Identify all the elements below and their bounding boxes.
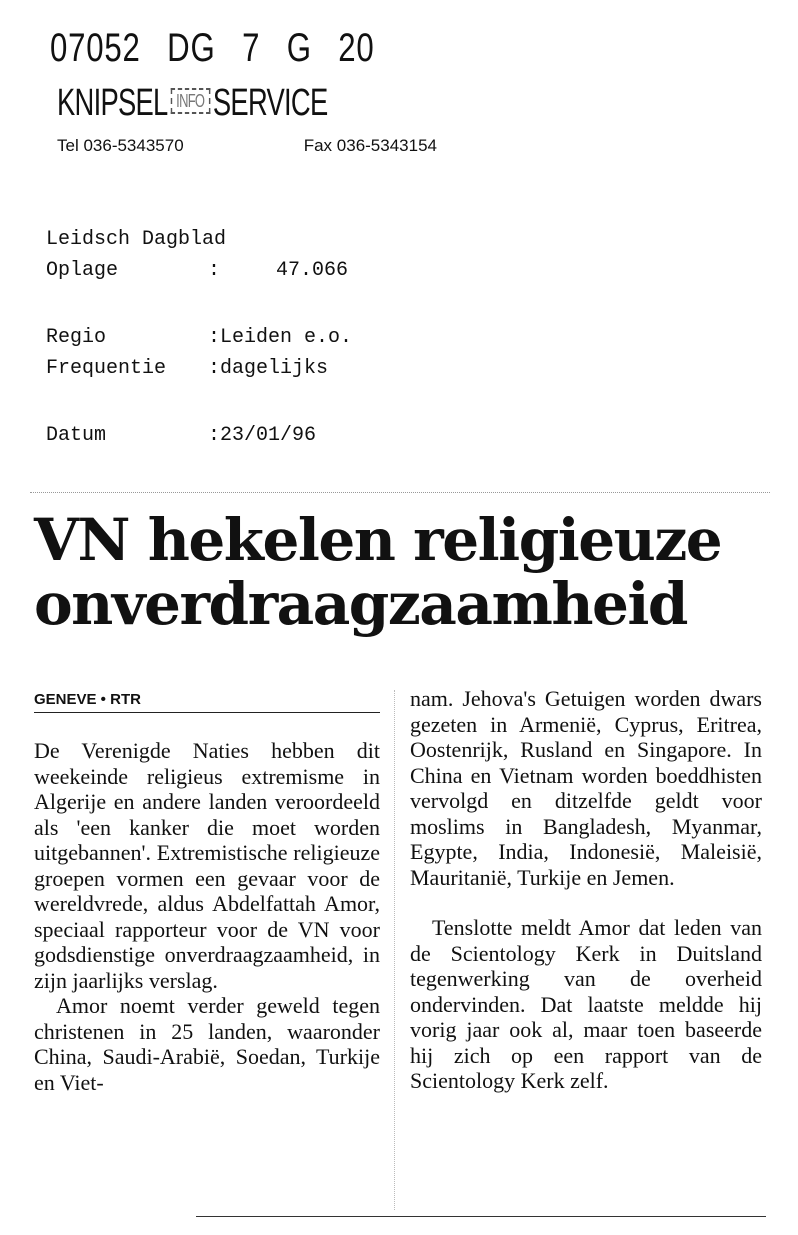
code-count: 20 — [338, 26, 375, 70]
article-column-left — [34, 738, 380, 1095]
paragraph-1: De Verenigde Naties hebben dit weekeinde religieus extremisme in Algerije en andere landen veroordeeld als 'een kanker die moet worden uitgebannen'. Extremistische religieuze groepen vormen een gevaar voor de wereldvrede, aldus Abdelfattah Amor, speciaal rapporteur voor de VN voor godsdienstige onverdraagzaamheid, in zijn jaarlijks verslag. — [34, 738, 380, 993]
dateline: GENEVE • RTR — [34, 691, 380, 713]
colon: : — [208, 357, 221, 380]
service-logo — [57, 84, 327, 122]
bottom-rule — [196, 1216, 766, 1217]
oplage-row — [46, 255, 406, 286]
colon: : — [208, 424, 221, 447]
frequentie-label: Frequentie — [46, 357, 167, 380]
code-page: 7 — [242, 26, 261, 70]
code-number: 07052 — [50, 26, 141, 70]
colon: : — [208, 326, 221, 349]
column-divider — [394, 690, 395, 1210]
fax-number: Fax 036-5343154 — [303, 136, 437, 155]
colon: : — [208, 259, 221, 282]
frequentie-row — [46, 353, 406, 384]
code-letter: G — [286, 26, 312, 70]
contact-line — [57, 136, 437, 156]
service-right: SERVICE — [212, 82, 328, 124]
regio-row — [46, 322, 406, 353]
oplage-value: 47.066 — [276, 259, 349, 282]
paragraph-2-continued: nam. Jehova's Getuigen worden dwars gezeten in Armenië, Cyprus, Eritrea, Oostenrijk, Rusland en Singapore. In China en Vietnam worden boeddhisten vervolgd en ditzelfde geldt voor moslims in Bangladesh, Myanmar, Egypte, India, Indonesië, Maleisië, Mauritanië, Turkije en Jemen. — [410, 686, 762, 890]
headline-line-2: onverdraagzaamheid — [34, 570, 687, 638]
datum-row — [46, 420, 406, 451]
frequentie-value: dagelijks — [220, 357, 329, 380]
clipping-edge — [30, 492, 770, 493]
regio-value: Leiden e.o. — [220, 326, 353, 349]
datum-value: 23/01/96 — [220, 424, 317, 447]
article-column-right — [410, 686, 762, 1094]
code-section: DG — [167, 26, 216, 70]
headline-line-1: VN hekelen religieuze — [34, 506, 722, 574]
tel-number: Tel 036-5343570 — [57, 136, 184, 155]
paragraph-2: Amor noemt verder geweld tegen christenen in 25 landen, waaronder China, Saudi-Arabië, Soedan, Turkije en Viet- — [34, 993, 380, 1095]
service-info-box: INFO — [170, 88, 210, 114]
newspaper-row — [46, 224, 406, 255]
datum-label: Datum — [46, 424, 107, 447]
regio-label: Regio — [46, 326, 107, 349]
oplage-label: Oplage — [46, 259, 119, 282]
clipping-code — [50, 28, 378, 68]
service-left: KNIPSEL — [57, 82, 168, 124]
newspaper-name: Leidsch Dagblad — [46, 228, 227, 251]
clipping-metadata — [46, 224, 406, 451]
paragraph-3: Tenslotte meldt Amor dat leden van de Scientology Kerk in Duitsland tegenwerking van de overheid ondervinden. Dat laatste meldde hij vorig jaar ook al, maar toen baseerde hij zich op een rapport van de Scientology Kerk zelf. — [410, 915, 762, 1093]
article-headline — [34, 508, 774, 636]
